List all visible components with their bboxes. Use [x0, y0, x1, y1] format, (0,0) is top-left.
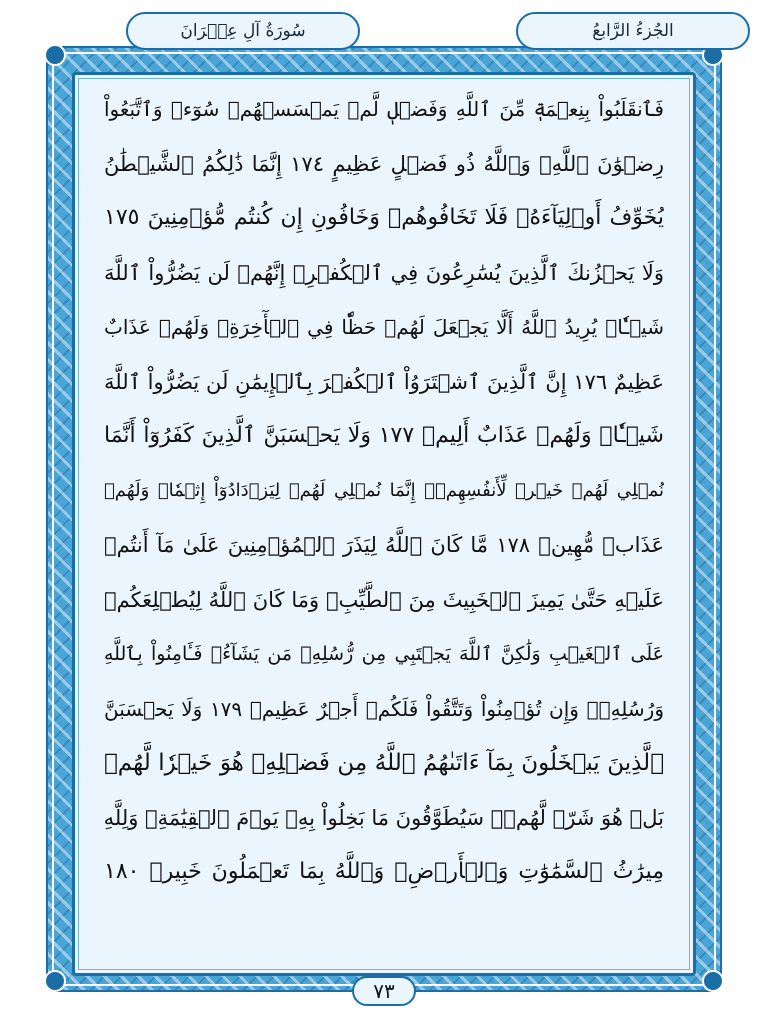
- verse-line-11: عَلَى ٱلۡغَيۡبِ وَلَٰكِنَّ ٱللَّهَ يَجۡتَبِي مِن رُّسُلِهِۦ مَن يَشَآءُۖ فَـَٔامِنُواْ بِٱللَّهِ: [104, 643, 664, 665]
- verse-line-3: يُخَوِّفُ أَوۡلِيَآءَهُۥ فَلَا تَخَافُوهُمۡ وَخَافُونِ إِن كُنتُم مُّؤۡمِنِينَ ١٧٥: [104, 205, 664, 230]
- verse-lines: [104, 82, 664, 900]
- corner-ornament-icon: [44, 44, 66, 66]
- verse-line-6: عَظِيمٌ ١٧٦ إِنَّ ٱلَّذِينَ ٱشۡتَرَوُاْ ٱلۡكُفۡرَ بِٱلۡإِيمَٰنِ لَن يَضُرُّواْ ٱللَّهَ: [104, 369, 664, 394]
- verse-line-7: شَيۡـٔٗاۖ وَلَهُمۡ عَذَابٌ أَلِيمٞ ١٧٧ وَلَا يَحۡسَبَنَّ ٱلَّذِينَ كَفَرُوٓاْ أَنَّمَا: [104, 423, 664, 448]
- verse-line-4: وَلَا يَحۡزُنكَ ٱلَّذِينَ يُسَٰرِعُونَ فِي ٱلۡكُفۡرِۚ إِنَّهُمۡ لَن يَضُرُّواْ ٱللَّهَ: [104, 260, 664, 285]
- verse-line-2: رِضۡوَٰنَ ٱللَّهِۗ وَٱللَّهُ ذُو فَضۡلٍ عَظِيمٍ ١٧٤ إِنَّمَا ذَٰلِكُمُ ٱلشَّيۡطَٰنُ: [104, 151, 664, 176]
- surah-name-label: سُورَةُ آلِ عِمۡرَانَ: [126, 12, 360, 50]
- corner-ornament-icon: [702, 970, 724, 992]
- verse-line-14: بَلۡ هُوَ شَرّٞ لَّهُمۡۖ سَيُطَوَّقُونَ مَا بَخِلُواْ بِهِۦ يَوۡمَ ٱلۡقِيَٰمَةِۗ وَلِلَّهِ: [104, 805, 664, 830]
- verse-line-15: مِيرَٰثُ ٱلسَّمَٰوَٰتِ وَٱلۡأَرۡضِۗ وَٱللَّهُ بِمَا تَعۡمَلُونَ خَبِيرٞ ١٨٠: [104, 859, 664, 884]
- verse-line-13: ٱلَّذِينَ يَبۡخَلُونَ بِمَآ ءَاتَىٰهُمُ ٱللَّهُ مِن فَضۡلِهِۦ هُوَ خَيۡرٗا لَّهُمۖ: [104, 750, 664, 776]
- verse-line-5: شَيۡـٔٗاۗ يُرِيدُ ٱللَّهُ أَلَّا يَجۡعَلَ لَهُمۡ حَظّٗا فِي ٱلۡأٓخِرَةِۖ وَلَهُمۡ عَذَابٌ: [104, 315, 664, 339]
- verse-line-10: عَلَيۡهِ حَتَّىٰ يَمِيزَ ٱلۡخَبِيثَ مِنَ ٱلطَّيِّبِۗ وَمَا كَانَ ٱللَّهُ لِيُطۡلِعَكُمۡ: [104, 587, 664, 612]
- verse-line-1: فَٱنقَلَبُواْ بِنِعۡمَةٖ مِّنَ ٱللَّهِ وَفَضۡلٖ لَّمۡ يَمۡسَسۡهُمۡ سُوٓءٞ وَٱتَّبَعُواْ: [104, 97, 664, 121]
- verse-line-9: عَذَابٞ مُّهِينٞ ١٧٨ مَّا كَانَ ٱللَّهُ لِيَذَرَ ٱلۡمُؤۡمِنِينَ عَلَىٰ مَآ أَنتُمۡ: [104, 533, 664, 557]
- verse-line-8: نُمۡلِي لَهُمۡ خَيۡرٞ لِّأَنفُسِهِمۡۚ إِنَّمَا نُمۡلِي لَهُمۡ لِيَزۡدَادُوٓاْ إِثۡمٗاۖ وَلَهُمۡ: [104, 479, 664, 501]
- corner-ornament-icon: [44, 970, 66, 992]
- juz-label: الجُزءُ الرَّابعُ: [516, 12, 750, 50]
- page-number: ٧٣: [352, 976, 416, 1006]
- verse-line-12: وَرُسُلِهِۦۚ وَإِن تُؤۡمِنُواْ وَتَتَّقُواْ فَلَكُمۡ أَجۡرٌ عَظِيمٞ ١٧٩ وَلَا يَحۡسَبَنَّ: [104, 696, 664, 721]
